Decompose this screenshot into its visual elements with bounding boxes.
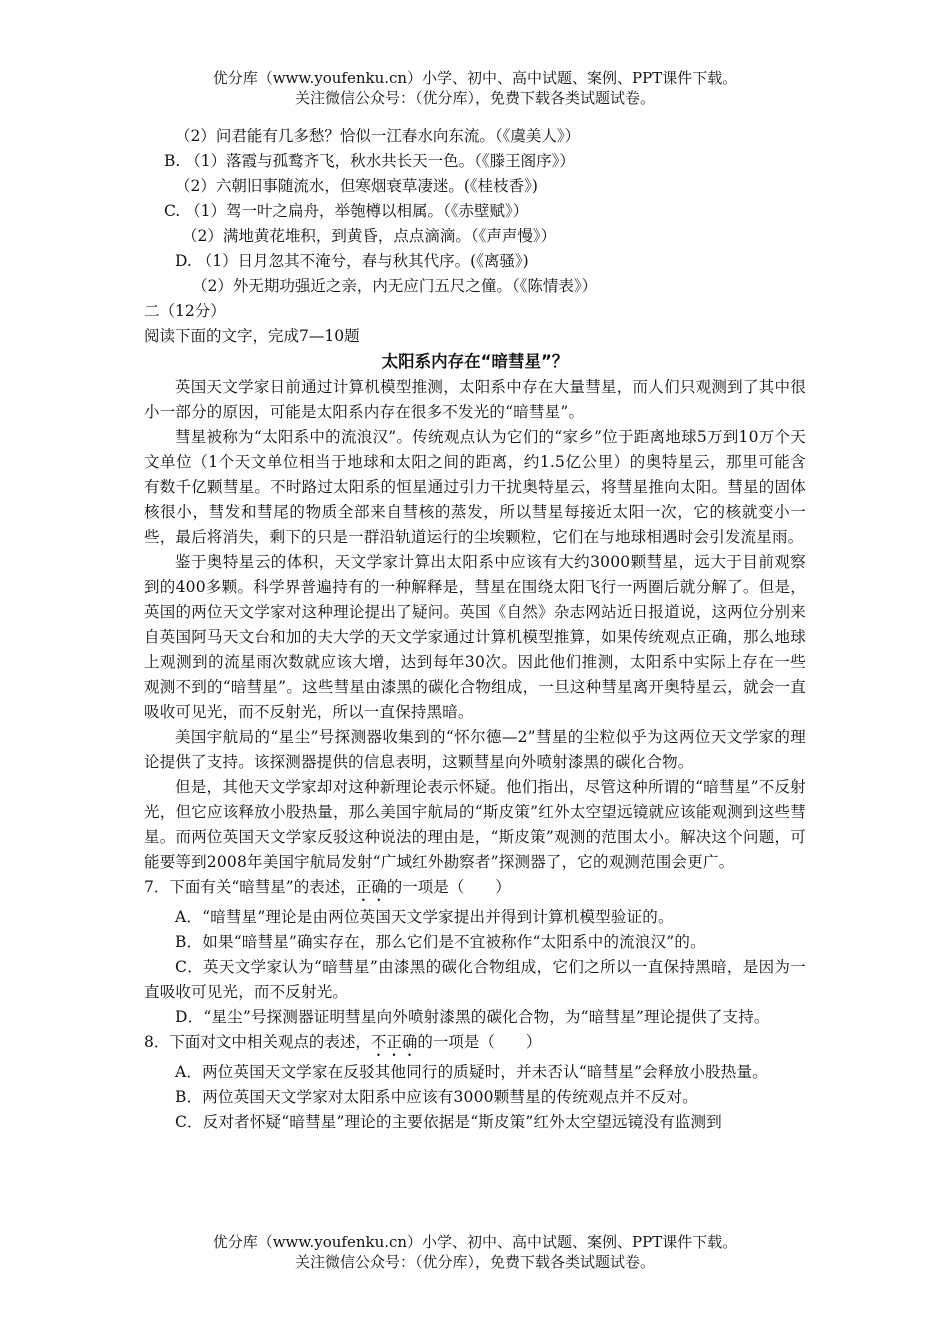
section-heading: 二（12分） [144, 302, 226, 320]
article-paragraph: 彗星被称为“太阳系中的流浪汉”。传统观点认为它们的“家乡”位于距离地球5万到10万个天文单位（1个天文单位相当于地球和太阳之间的距离，约1.5亿公里）的奥特星云，那里可能含有数千亿颗彗星。不时路过太阳系的恒星通过引力干扰奥特星云，将彗星推向太阳。彗星的固体核很小，彗发和彗尾的物质全部来自彗核的蒸发，所以彗星每接近太阳一次，它的核就变小一些，最后将消失，剩下的只是一群沿轨道运行的尘埃颗粒，它们在与地球相遇时会引发流星雨。 [144, 428, 806, 546]
question-7-option-b: B．如果“暗彗星”确实存在，那么它们是不宜被称作“太阳系中的流浪汉”的。 [175, 933, 706, 951]
article-paragraph: 美国宇航局的“星尘”号探测器收集到的“怀尔德—2”彗星的尘粒似乎为这两位天文学家的理论提供了支持。该探测器提供的信息表明，这颗彗星向外喷射漆黑的碳化合物。 [144, 728, 806, 771]
footer-line-1: 优分库（www.youfenku.cn）小学、初中、高中试题、案例、PPT课件下载。 [212, 1233, 738, 1251]
poem-line: （2）外无期功强近之亲，内无应门五尺之僮。（《陈情表》） [192, 277, 598, 295]
page-footer [0, 1232, 950, 1272]
question-8-emphasis: 不正确 [370, 1033, 418, 1051]
document-body [144, 124, 806, 1135]
article-paragraph: 但是，其他天文学家却对这种新理论表示怀疑。他们指出，尽管这种所谓的“暗彗星”不反射光，但它应该释放小股热量，那么美国宇航局的“斯皮策”红外太空望远镜就应该能观测到这些彗星。而两位英国天文学家反驳这种说法的理由是，“斯皮策”观测的范围太小。解决这个问题，可能要等到2008年美国宇航局发射“广域红外勘察者”探测器了，它的观测范围会更广。 [144, 778, 806, 871]
article-paragraph: 英国天文学家日前通过计算机模型推测，太阳系中存在大量彗星，而人们只观测到了其中很小一部分的原因，可能是太阳系内存在很多不发光的“暗彗星”。 [144, 378, 806, 421]
question-7-option-d: D．“星尘”号探测器证明彗星向外喷射漆黑的碳化合物，为“暗彗星”理论提供了支持。 [175, 1008, 770, 1026]
question-7-stem [144, 875, 806, 905]
header-line-1: 优分库（www.youfenku.cn）小学、初中、高中试题、案例、PPT课件下载。 [212, 69, 738, 87]
question-7-option-a: A．“暗彗星”理论是由两位英国天文学家提出并得到计算机模型验证的。 [175, 908, 674, 926]
poem-line: （2）问君能有几多愁？恰似一江春水向东流。（《虞美人》） [175, 127, 581, 145]
poem-line: C. （1）驾一叶之扁舟，举匏樽以相属。（《赤壁赋》） [164, 202, 529, 220]
poem-line: D. （1）日月忽其不淹兮，春与秋其代序。(《离骚》) [175, 252, 529, 270]
poem-options [144, 124, 806, 299]
poem-line: B. （1）落霞与孤鹜齐飞，秋水共长天一色。（《滕王阁序》） [164, 152, 575, 170]
article-paragraph: 鉴于奥特星云的体积，天文学家计算出太阳系中应该有大约3000颗彗星，远大于目前观察到的400多颗。科学界普遍持有的一种解释是，彗星在围绕太阳飞行一两圈后就分解了。但是，英国的两位天文学家对这种理论提出了疑问。英国《自然》杂志网站近日报道说，这两位分别来自英国阿马天文台和加的夫大学的天文学家通过计算机模型推算，如果传统观点正确，那么地球上观测到的流星雨次数就应该大增，达到每年30次。因此他们推测，太阳系中实际上存在一些观测不到的“暗彗星”。这些彗星由漆黑的碳化合物组成，一旦这种彗星离开奥特星云，就会一直吸收可见光，而不反射光，所以一直保持黑暗。 [144, 553, 806, 721]
question-7-emphasis: 正确 [355, 878, 387, 896]
question-7-option-c: C．英天文学家认为“暗彗星”由漆黑的碳化合物组成，它们之所以一直保持黑暗，是因为一直吸收可见光，而不反射光。 [144, 958, 806, 1001]
question-8-stem [144, 1030, 806, 1060]
footer-line-2: 关注微信公众号：（优分库），免费下载各类试题试卷。 [294, 1253, 655, 1271]
poem-line: （2）满地黄花堆积，到黄昏，点点滴滴。（《声声慢》） [182, 227, 557, 245]
question-8-stem-before: 8．下面对文中相关观点的表述， [144, 1033, 371, 1051]
page-header [0, 68, 950, 108]
section-instruction: 阅读下面的文字，完成7—10题 [144, 327, 360, 345]
header-line-2: 关注微信公众号：（优分库），免费下载各类试题试卷。 [294, 89, 655, 107]
question-7-stem-before: 7．下面有关“暗彗星”的表述， [144, 878, 356, 896]
poem-line: （2）六朝旧事随流水，但寒烟衰草凄迷。(《桂枝香》) [175, 177, 538, 195]
question-8-option-b: B．两位英国天文学家对太阳系中应该有3000颗彗星的传统观点并不反对。 [175, 1088, 698, 1106]
question-8-stem-after: 的一项是（ ） [417, 1033, 542, 1051]
question-7-stem-after: 的一项是（ ） [386, 878, 511, 896]
question-8-option-c: C．反对者怀疑“暗彗星”理论的主要依据是“斯皮策”红外太空望远镜没有监测到 [175, 1113, 722, 1131]
question-8-option-a: A．两位英国天文学家在反驳其他同行的质疑时，并未否认“暗彗星”会释放小股热量。 [175, 1063, 768, 1081]
article-title: 太阳系内存在“暗彗星”？ [381, 352, 569, 371]
